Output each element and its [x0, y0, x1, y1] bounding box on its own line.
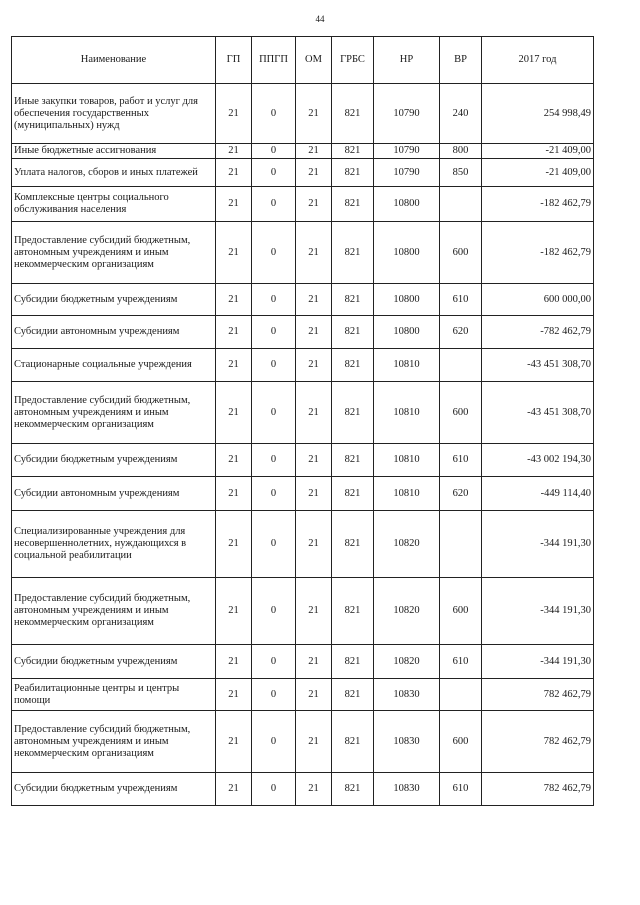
cell-grbs: 821	[332, 316, 374, 349]
table-row	[12, 679, 594, 711]
cell-ppgp: 0	[252, 711, 296, 773]
cell-gp: 21	[216, 773, 252, 806]
cell-amount: 600 000,00	[482, 284, 594, 316]
cell-vr	[440, 187, 482, 222]
cell-name: Предоставление субсидий бюджетным, автономным учреждениям и иным некоммерческим организациям	[12, 578, 216, 645]
cell-gp: 21	[216, 144, 252, 159]
col-header-gp: ГП	[216, 37, 252, 84]
cell-gp: 21	[216, 382, 252, 444]
cell-nr: 10810	[374, 349, 440, 382]
cell-gp: 21	[216, 511, 252, 578]
cell-amount: -182 462,79	[482, 187, 594, 222]
cell-name: Уплата налогов, сборов и иных платежей	[12, 159, 216, 187]
cell-name: Предоставление субсидий бюджетным, автономным учреждениям и иным некоммерческим организациям	[12, 711, 216, 773]
cell-grbs: 821	[332, 511, 374, 578]
cell-om: 21	[296, 382, 332, 444]
cell-grbs: 821	[332, 144, 374, 159]
cell-om: 21	[296, 444, 332, 477]
cell-vr: 620	[440, 316, 482, 349]
cell-grbs: 821	[332, 382, 374, 444]
cell-nr: 10810	[374, 477, 440, 511]
cell-amount: -21 409,00	[482, 144, 594, 159]
table-row	[12, 382, 594, 444]
cell-gp: 21	[216, 222, 252, 284]
budget-table	[11, 36, 594, 806]
cell-name: Предоставление субсидий бюджетным, автономным учреждениям и иным некоммерческим организациям	[12, 382, 216, 444]
cell-amount: -344 191,30	[482, 578, 594, 645]
table-row	[12, 159, 594, 187]
cell-gp: 21	[216, 645, 252, 679]
cell-om: 21	[296, 187, 332, 222]
col-header-vr: ВР	[440, 37, 482, 84]
cell-grbs: 821	[332, 187, 374, 222]
cell-name: Реабилитационные центры и центры помощи	[12, 679, 216, 711]
cell-name: Иные бюджетные ассигнования	[12, 144, 216, 159]
cell-nr: 10800	[374, 316, 440, 349]
cell-nr: 10790	[374, 144, 440, 159]
cell-ppgp: 0	[252, 511, 296, 578]
cell-name: Субсидии автономным учреждениям	[12, 477, 216, 511]
cell-nr: 10800	[374, 222, 440, 284]
table-row	[12, 84, 594, 144]
cell-ppgp: 0	[252, 187, 296, 222]
cell-ppgp: 0	[252, 144, 296, 159]
table-row	[12, 511, 594, 578]
cell-ppgp: 0	[252, 773, 296, 806]
col-header-nr: НР	[374, 37, 440, 84]
cell-amount: -182 462,79	[482, 222, 594, 284]
table-row	[12, 444, 594, 477]
cell-om: 21	[296, 284, 332, 316]
cell-ppgp: 0	[252, 382, 296, 444]
table-row	[12, 645, 594, 679]
cell-om: 21	[296, 578, 332, 645]
cell-amount: -344 191,30	[482, 511, 594, 578]
cell-ppgp: 0	[252, 284, 296, 316]
cell-ppgp: 0	[252, 84, 296, 144]
cell-gp: 21	[216, 349, 252, 382]
cell-name: Предоставление субсидий бюджетным, автономным учреждениям и иным некоммерческим организациям	[12, 222, 216, 284]
cell-om: 21	[296, 511, 332, 578]
cell-nr: 10830	[374, 773, 440, 806]
cell-ppgp: 0	[252, 645, 296, 679]
cell-name: Стационарные социальные учреждения	[12, 349, 216, 382]
cell-grbs: 821	[332, 349, 374, 382]
col-header-name: Наименование	[12, 37, 216, 84]
table-row	[12, 316, 594, 349]
cell-amount: -782 462,79	[482, 316, 594, 349]
cell-grbs: 821	[332, 159, 374, 187]
cell-gp: 21	[216, 711, 252, 773]
cell-vr	[440, 349, 482, 382]
col-header-amount: 2017 год	[482, 37, 594, 84]
cell-grbs: 821	[332, 773, 374, 806]
cell-om: 21	[296, 773, 332, 806]
cell-name: Субсидии бюджетным учреждениям	[12, 444, 216, 477]
cell-grbs: 821	[332, 477, 374, 511]
cell-nr: 10830	[374, 679, 440, 711]
cell-nr: 10830	[374, 711, 440, 773]
page-number: 44	[315, 14, 325, 24]
cell-om: 21	[296, 645, 332, 679]
cell-ppgp: 0	[252, 316, 296, 349]
cell-grbs: 821	[332, 645, 374, 679]
cell-gp: 21	[216, 477, 252, 511]
cell-ppgp: 0	[252, 349, 296, 382]
cell-ppgp: 0	[252, 477, 296, 511]
cell-om: 21	[296, 159, 332, 187]
cell-amount: 254 998,49	[482, 84, 594, 144]
cell-vr: 600	[440, 578, 482, 645]
cell-gp: 21	[216, 316, 252, 349]
cell-amount: 782 462,79	[482, 679, 594, 711]
cell-vr: 600	[440, 711, 482, 773]
cell-nr: 10810	[374, 444, 440, 477]
cell-vr	[440, 679, 482, 711]
cell-nr: 10790	[374, 84, 440, 144]
col-header-ppgp: ППГП	[252, 37, 296, 84]
table-row	[12, 222, 594, 284]
cell-name: Субсидии бюджетным учреждениям	[12, 773, 216, 806]
cell-gp: 21	[216, 84, 252, 144]
table-row	[12, 773, 594, 806]
cell-vr	[440, 511, 482, 578]
table-row	[12, 711, 594, 773]
col-header-grbs: ГРБС	[332, 37, 374, 84]
cell-grbs: 821	[332, 84, 374, 144]
cell-nr: 10800	[374, 284, 440, 316]
table-row	[12, 578, 594, 645]
cell-vr: 600	[440, 382, 482, 444]
cell-name: Субсидии автономным учреждениям	[12, 316, 216, 349]
cell-name: Субсидии бюджетным учреждениям	[12, 284, 216, 316]
col-header-om: ОМ	[296, 37, 332, 84]
table-row	[12, 284, 594, 316]
table-row	[12, 349, 594, 382]
cell-gp: 21	[216, 578, 252, 645]
cell-om: 21	[296, 84, 332, 144]
cell-om: 21	[296, 679, 332, 711]
cell-vr: 800	[440, 144, 482, 159]
cell-vr: 610	[440, 773, 482, 806]
cell-gp: 21	[216, 679, 252, 711]
cell-vr: 610	[440, 645, 482, 679]
cell-nr: 10790	[374, 159, 440, 187]
cell-ppgp: 0	[252, 222, 296, 284]
cell-nr: 10800	[374, 187, 440, 222]
cell-om: 21	[296, 711, 332, 773]
cell-grbs: 821	[332, 679, 374, 711]
cell-ppgp: 0	[252, 679, 296, 711]
cell-vr: 610	[440, 284, 482, 316]
cell-ppgp: 0	[252, 159, 296, 187]
cell-grbs: 821	[332, 222, 374, 284]
cell-ppgp: 0	[252, 578, 296, 645]
cell-nr: 10820	[374, 511, 440, 578]
cell-nr: 10820	[374, 645, 440, 679]
cell-vr: 240	[440, 84, 482, 144]
cell-vr: 610	[440, 444, 482, 477]
cell-vr: 600	[440, 222, 482, 284]
cell-gp: 21	[216, 284, 252, 316]
cell-gp: 21	[216, 187, 252, 222]
table-header-row	[12, 37, 594, 84]
cell-amount: 782 462,79	[482, 773, 594, 806]
cell-name: Иные закупки товаров, работ и услуг для обеспечения государственных (муниципальных) нужд	[12, 84, 216, 144]
cell-amount: -43 451 308,70	[482, 382, 594, 444]
cell-amount: -43 451 308,70	[482, 349, 594, 382]
cell-om: 21	[296, 222, 332, 284]
cell-om: 21	[296, 316, 332, 349]
table-row	[12, 144, 594, 159]
cell-amount: 782 462,79	[482, 711, 594, 773]
cell-grbs: 821	[332, 444, 374, 477]
table-row	[12, 477, 594, 511]
cell-om: 21	[296, 349, 332, 382]
cell-name: Специализированные учреждения для несовершеннолетних, нуждающихся в социальной реабилитации	[12, 511, 216, 578]
cell-grbs: 821	[332, 711, 374, 773]
cell-amount: -21 409,00	[482, 159, 594, 187]
cell-ppgp: 0	[252, 444, 296, 477]
cell-nr: 10820	[374, 578, 440, 645]
cell-grbs: 821	[332, 578, 374, 645]
cell-om: 21	[296, 477, 332, 511]
cell-amount: -449 114,40	[482, 477, 594, 511]
cell-nr: 10810	[374, 382, 440, 444]
cell-vr: 620	[440, 477, 482, 511]
cell-amount: -43 002 194,30	[482, 444, 594, 477]
cell-name: Комплексные центры социального обслуживания населения	[12, 187, 216, 222]
cell-amount: -344 191,30	[482, 645, 594, 679]
cell-name: Субсидии бюджетным учреждениям	[12, 645, 216, 679]
cell-grbs: 821	[332, 284, 374, 316]
cell-gp: 21	[216, 444, 252, 477]
table-row	[12, 187, 594, 222]
cell-gp: 21	[216, 159, 252, 187]
cell-vr: 850	[440, 159, 482, 187]
cell-om: 21	[296, 144, 332, 159]
